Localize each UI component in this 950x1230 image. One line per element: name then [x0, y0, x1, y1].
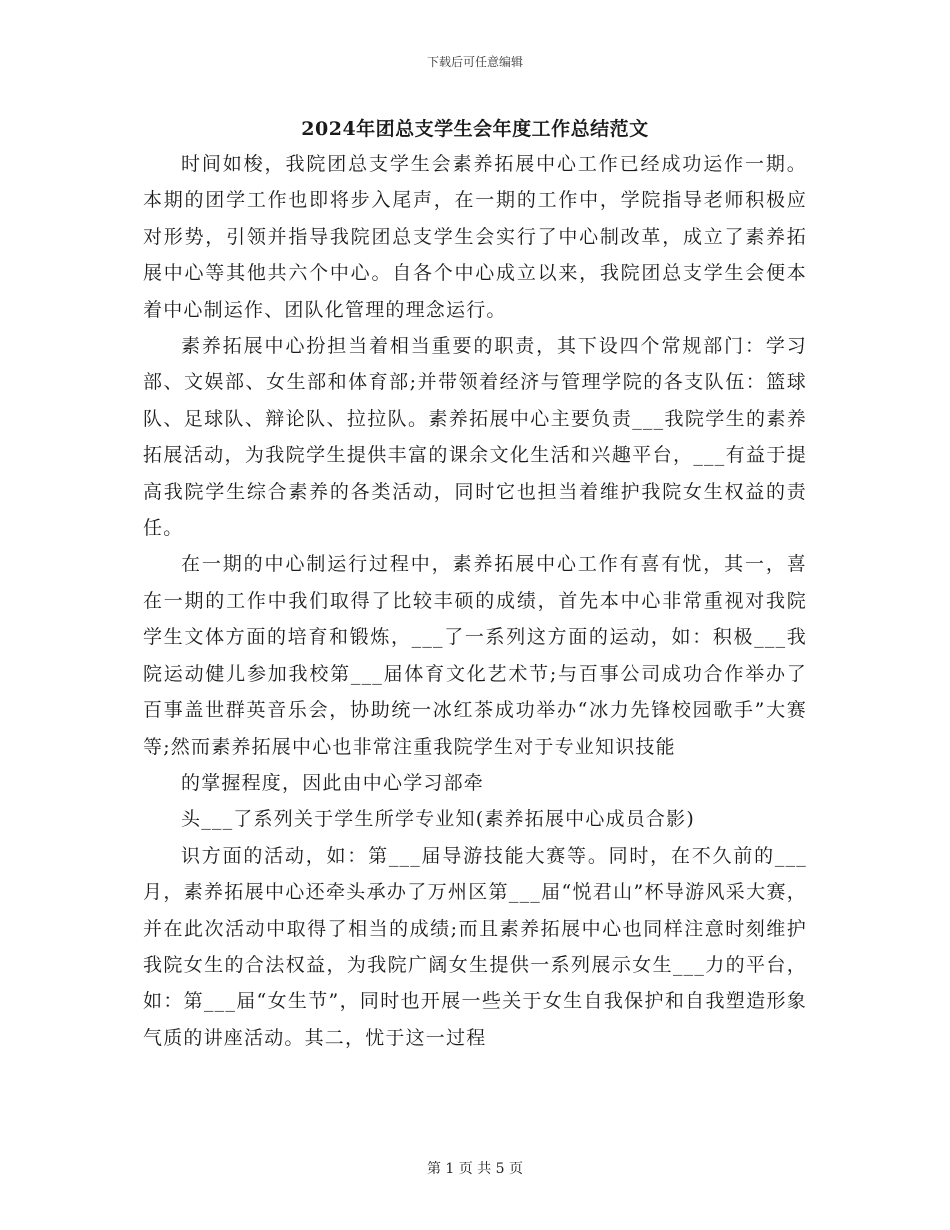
header-note: 下载后可任意编辑 — [426, 55, 523, 69]
paragraph: 在一期的中心制运行过程中，素养拓展中心工作有喜有忧，其一，喜在一期的工作中我们取得了比较丰硕的成绩，首先本中心非常重视对我院学生文体方面的培育和锻炼，___了一系列这方面的运动，如：积极___我院运动健儿参加我校第___届体育文化艺术节;与百事公司成功合作举办了百事盖世群英音乐会，协助统一冰红茶成功举办“冰力先锋校园歌手”大赛等;然而素养拓展中心也非常注重我院学生对于专业知识技能 — [143, 553, 807, 758]
page-number: 第 1 页 共 5 页 — [426, 1161, 524, 1177]
paragraph: 素养拓展中心扮担当着相当重要的职责，其下设四个常规部门：学习部、文娱部、女生部和体育部;并带领着经济与管理学院的各支队伍：篮球队、足球队、辩论队、拉拉队。素养拓展中心主要负责___我院学生的素养拓展活动，为我院学生提供丰富的课余文化生活和兴趣平台，___有益于提高我院学生综合素养的各类活动，同时它也担当着维护我院女生权益的责任。 — [143, 335, 807, 540]
document-title: 2024年团总支学生会年度工作总结范文 — [301, 118, 649, 140]
document-body — [143, 146, 807, 1056]
paragraph-line: 头___了系列关于学生所学专业知(素养拓展中心成员合影) — [181, 808, 695, 831]
paragraph-line: 的掌握程度，因此由中心学习部牵 — [181, 771, 485, 794]
paragraph: 时间如梭，我院团总支学生会素养拓展中心工作已经成功运作一期。本期的团学工作也即将步入尾声，在一期的工作中，学院指导老师积极应对形势，引领并指导我院团总支学生会实行了中心制改革，成立了素养拓展中心等其他共六个中心。自各个中心成立以来，我院团总支学生会便本着中心制运作、团队化管理的理念运行。 — [143, 153, 807, 321]
paragraph: 识方面的活动，如：第___届导游技能大赛等。同时，在不久前的___月，素养拓展中心还牵头承办了万州区第___届“悦君山”杯导游风采大赛，并在此次活动中取得了相当的成绩;而且素养拓展中心也同样注意时刻维护我院女生的合法权益，为我院广阔女生提供一系列展示女生___力的平台，如：第___届“女生节”，同时也开展一些关于女生自我保护和自我塑造形象气质的讲座活动。其二，忧于这一过程 — [143, 844, 807, 1049]
